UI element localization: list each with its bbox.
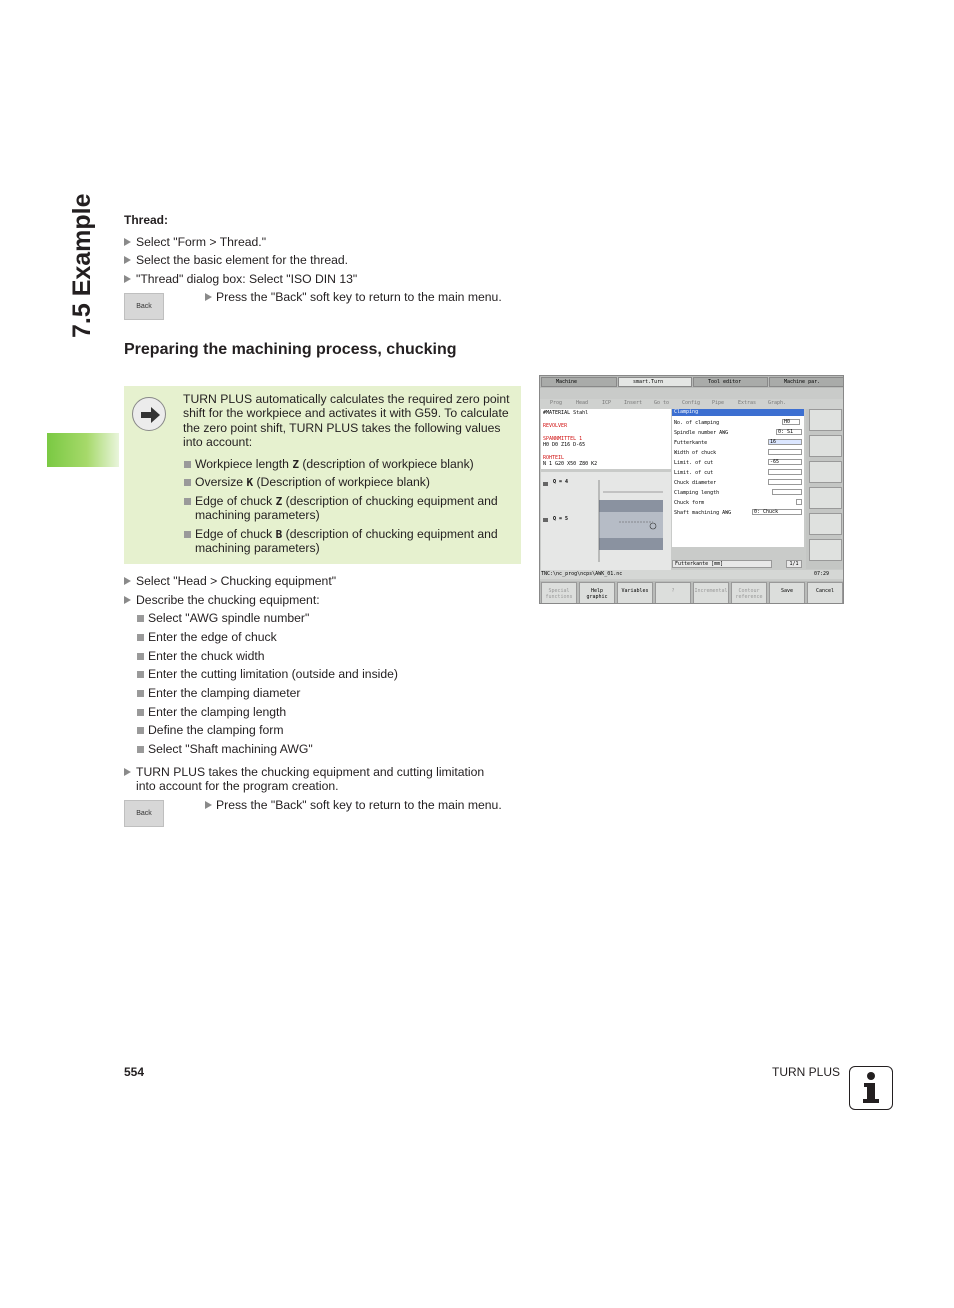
note-bullet-continuation: machining parameters) — [195, 541, 320, 555]
form-field[interactable] — [796, 499, 802, 505]
form-label: Chuck diameter — [674, 480, 717, 486]
softkey-help[interactable]: ? — [655, 582, 691, 604]
step-arrow-icon — [124, 596, 131, 604]
program-line: N 1 G20 X50 Z80 K2 — [543, 461, 598, 467]
chucking-step: Select "Head > Chucking equipment" — [136, 574, 337, 588]
drawing-label: Q = 4 — [553, 479, 569, 485]
thread-heading: Thread: — [124, 213, 169, 227]
chucking-substep: Select "AWG spindle number" — [148, 611, 310, 625]
sidebar-graphic-button[interactable] — [809, 409, 842, 431]
menu-pipe[interactable]: Pipe — [712, 400, 725, 406]
softkey-save[interactable]: Save — [769, 582, 805, 604]
form-title: Clamping — [672, 409, 804, 416]
form-label: Spindle number AWG — [674, 430, 729, 436]
form-field[interactable]: 0: S1 — [776, 429, 802, 435]
thread-step: Select the basic element for the thread. — [136, 253, 349, 267]
bullet-square-icon — [137, 690, 144, 697]
thread-step: Select "Form > Thread." — [136, 235, 267, 249]
program-line: H0 D0 Z16 D-65 — [543, 442, 586, 448]
form-field[interactable] — [768, 479, 802, 485]
page-number: 554 — [124, 1065, 145, 1079]
contour-graphic — [541, 472, 671, 570]
sidebar-empty-button[interactable] — [809, 461, 842, 483]
form-field[interactable] — [768, 449, 802, 455]
sidebar-t-button[interactable] — [809, 513, 842, 535]
softkey-instruction: Press the "Back" soft key to return to the main menu. — [216, 798, 502, 812]
form-label: Chuck form — [674, 500, 705, 506]
book-title: TURN PLUS — [772, 1065, 841, 1079]
bullet-square-icon — [137, 634, 144, 641]
bullet-square-icon — [137, 653, 144, 660]
note-box — [124, 386, 521, 564]
tab-machine[interactable]: Machine — [541, 377, 617, 387]
bullet-square-icon — [137, 671, 144, 678]
bullet-square-icon — [137, 709, 144, 716]
menu-graph[interactable]: Graph. — [768, 400, 787, 406]
drawing-label: Q = 5 — [553, 516, 569, 522]
form-field[interactable]: -65 — [768, 459, 802, 465]
sidebar-switch-button[interactable] — [809, 539, 842, 561]
form-page-indicator: 1/1 — [786, 560, 802, 568]
screenshot-tab-row — [540, 376, 844, 388]
softkey-instruction: Press the "Back" soft key to return to the main menu. — [216, 290, 502, 304]
form-field[interactable]: 0: Chuck — [752, 509, 802, 515]
program-line: ROHTEIL — [543, 455, 565, 461]
clamping-form — [672, 409, 804, 547]
step-arrow-icon — [205, 801, 212, 809]
note-bullet: Edge of chuck B (description of chucking equipment and — [195, 527, 498, 541]
tab-machine-par[interactable]: Machine par. — [769, 377, 844, 387]
softkey-cancel[interactable]: Cancel — [807, 582, 843, 604]
note-bullet-continuation: machining parameters) — [195, 508, 320, 522]
bullet-square-icon — [184, 498, 191, 505]
softkey-variables[interactable]: Variables — [617, 582, 653, 604]
arrow-right-icon — [132, 397, 166, 431]
program-editor[interactable] — [541, 409, 671, 469]
tab-smart-turn[interactable]: smart.Turn — [618, 377, 692, 387]
chapter-side-title: 7.5 Example — [68, 193, 96, 338]
clock: 07:29 — [814, 571, 830, 577]
program-line: #MATERIAL Stahl — [543, 410, 589, 416]
menu-extras[interactable]: Extras — [738, 400, 757, 406]
step-arrow-icon — [124, 275, 131, 283]
vertical-softkey-bar — [806, 409, 844, 569]
program-line: SPANNMITTEL 1 — [543, 436, 583, 442]
thread-step: "Thread" dialog box: Select "ISO DIN 13" — [136, 272, 358, 286]
softkey-contour-reference[interactable]: Contour reference — [731, 582, 767, 604]
form-label: Futterkante — [674, 440, 708, 446]
chapter-tab-marker — [47, 433, 119, 467]
form-label: Limit. of cut — [674, 460, 714, 466]
form-field[interactable]: H0 — [782, 419, 800, 425]
step-arrow-icon — [124, 256, 131, 264]
program-path: TNC:\nc_prog\ncps\AWK_01.nc — [541, 571, 623, 577]
menu-icp[interactable]: ICP — [602, 400, 612, 406]
form-label: Limit. of cut — [674, 470, 714, 476]
softkey-help-graphic[interactable]: Help graphic — [579, 582, 615, 604]
chucking-step-continuation: into account for the program creation. — [136, 779, 339, 793]
form-field[interactable] — [772, 489, 802, 495]
step-arrow-icon — [124, 768, 131, 776]
screenshot-menu-row — [540, 399, 844, 409]
back-softkey[interactable]: Back — [124, 293, 164, 320]
form-label: No. of clamping — [674, 420, 720, 426]
step-arrow-icon — [205, 293, 212, 301]
note-bullet: Oversize K (Description of workpiece blank) — [195, 475, 430, 489]
menu-go-to[interactable]: Go to — [654, 400, 670, 406]
softkey-special-functions[interactable]: Special functions — [541, 582, 577, 604]
chucking-step: Describe the chucking equipment: — [136, 593, 320, 607]
form-label: Clamping length — [674, 490, 720, 496]
form-field[interactable]: 16 — [768, 439, 802, 445]
menu-head[interactable]: Head — [576, 400, 589, 406]
chucking-step: TURN PLUS takes the chucking equipment and cutting limitation — [136, 765, 485, 779]
chucking-substep: Enter the chuck width — [148, 649, 265, 663]
form-label: Shaft machining AWG — [674, 510, 732, 516]
bullet-square-icon — [184, 531, 191, 538]
sidebar-tool-button[interactable] — [809, 435, 842, 457]
form-field[interactable] — [768, 469, 802, 475]
bullet-square-icon — [137, 746, 144, 753]
chucking-substep: Define the clamping form — [148, 723, 284, 737]
chucking-substep: Select "Shaft machining AWG" — [148, 742, 313, 756]
menu-prog[interactable]: Prog — [550, 400, 563, 406]
bullet-square-icon — [137, 727, 144, 734]
bullet-square-icon — [137, 615, 144, 622]
step-arrow-icon — [124, 238, 131, 246]
program-line: REVOLVER — [543, 423, 568, 429]
bullet-square-icon — [184, 461, 191, 468]
horizontal-softkey-row — [540, 581, 844, 604]
chucking-substep: Enter the clamping length — [148, 705, 287, 719]
status-bar — [540, 570, 844, 579]
info-icon — [849, 1066, 893, 1110]
chucking-substep: Enter the clamping diameter — [148, 686, 301, 700]
note-text: TURN PLUS automatically calculates the required zero point shift for the workpiece and activates it with G59. To calculate the zero point shift, TURN PLUS takes the following values into account: — [183, 392, 510, 450]
softkey-incremental[interactable]: Incremental — [693, 582, 729, 604]
form-label: Width of chuck — [674, 450, 717, 456]
bullet-square-icon — [184, 479, 191, 486]
back-softkey[interactable]: Back — [124, 800, 164, 827]
form-status-field: Futterkante [mm] — [672, 560, 772, 568]
chucking-substep: Enter the cutting limitation (outside and inside) — [148, 667, 398, 681]
menu-insert[interactable]: Insert — [624, 400, 643, 406]
note-bullet: Workpiece length Z (description of workpiece blank) — [195, 457, 474, 471]
chucking-substep: Enter the edge of chuck — [148, 630, 277, 644]
note-bullet: Edge of chuck Z (description of chucking equipment and — [195, 494, 498, 508]
tab-tool-editor[interactable]: Tool editor — [693, 377, 768, 387]
sidebar-empty-button[interactable] — [809, 487, 842, 509]
control-screenshot — [539, 375, 844, 604]
section-heading: Preparing the machining process, chucking — [124, 341, 457, 358]
step-arrow-icon — [124, 577, 131, 585]
menu-config[interactable]: Config — [682, 400, 701, 406]
